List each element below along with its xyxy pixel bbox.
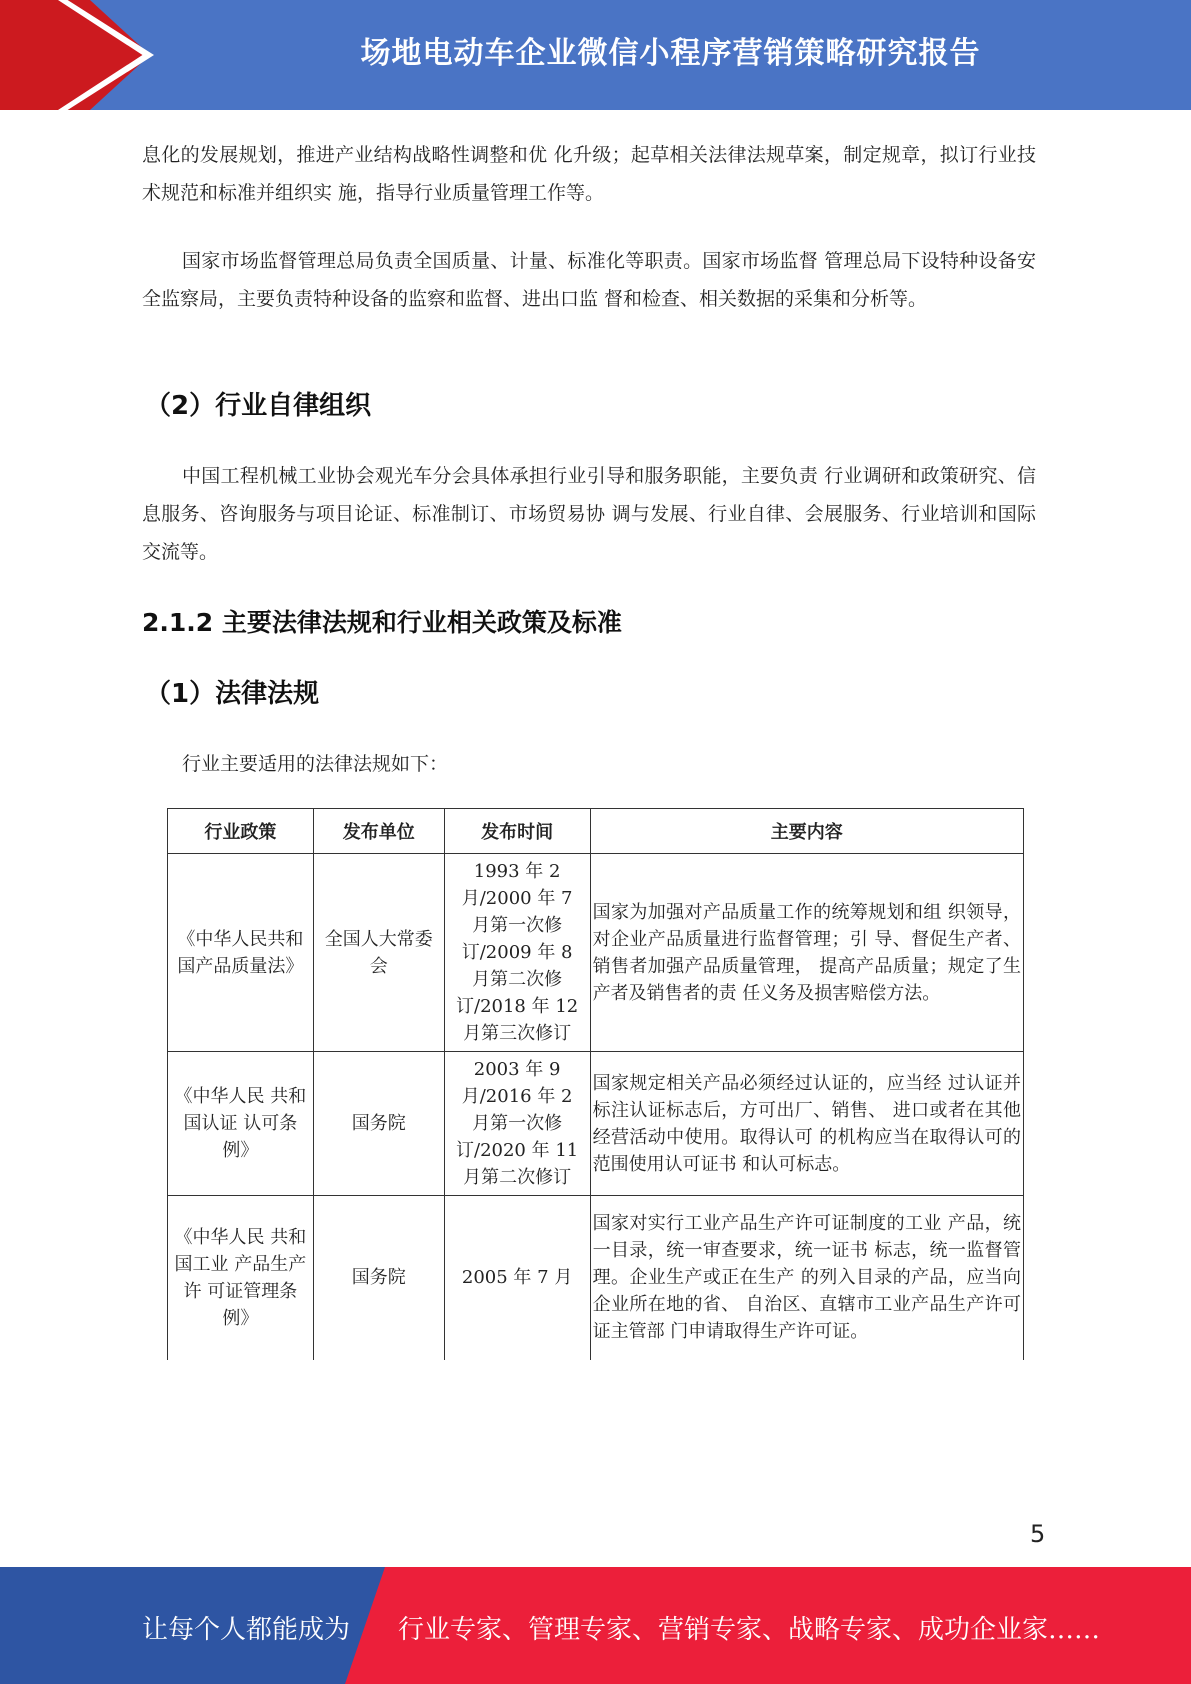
- paragraph-association: 中国工程机械工业协会观光车分会具体承担行业引导和服务职能，主要负责 行业调研和政策研究、信息服务、咨询服务与项目论证、标准制订、市场贸易协 调与发展、行业自律、会展服务、行业培训和国际交流等。: [142, 465, 1036, 563]
- paragraph-planning: 息化的发展规划，推进产业结构战略性调整和优 化升级；起草相关法律法规草案，制定规章，拟订行业技术规范和标准并组织实 施，指导行业质量管理工作等。: [142, 144, 1036, 204]
- page-footer: [0, 1567, 1191, 1684]
- cell-date: 1993 年 2 月/2000 年 7 月第一次修订/2009 年 8 月第二次修订/2018 年 12 月第三次修订: [444, 854, 590, 1052]
- footer-slogan-right: 行业专家、管理专家、营销专家、战略专家、成功企业家……: [398, 1615, 1101, 1645]
- footer-slogan-left: 让每个人都能成为: [142, 1615, 351, 1645]
- cell-content: 国家为加强对产品质量工作的统筹规划和组 织领导，对企业产品质量进行监督管理；引 导、督促生产者、销售者加强产品质量管理， 提高产品质量；规定了生产者及销售者的责 任义务及损害赔偿方法。: [590, 854, 1023, 1052]
- cell-issuer: 全国人大常委会: [313, 854, 444, 1052]
- header-issuer: 发布单位: [313, 809, 444, 854]
- cell-policy: 《中华人民共和国产品质量法》: [168, 854, 314, 1052]
- section-heading-2-1-2: 2.1.2 主要法律法规和行业相关政策及标准: [142, 608, 622, 637]
- heading-self-regulation: （2）行业自律组织: [145, 391, 372, 421]
- paragraph-market-supervision: 国家市场监督管理总局负责全国质量、计量、标准化等职责。国家市场监督 管理总局下设特种设备安全监察局，主要负责特种设备的监察和监督、进出口监 督和检查、相关数据的采集和分析等。: [142, 250, 1036, 310]
- heading-laws: （1）法律法规: [145, 679, 320, 709]
- table-row: [168, 1196, 1024, 1360]
- header-content: 主要内容: [590, 809, 1023, 854]
- page-number: 5: [1030, 1520, 1046, 1548]
- cell-date: 2003 年 9 月/2016 年 2 月第一次修订/2020 年 11 月第二次修订: [444, 1052, 590, 1196]
- report-title: 场地电动车企业微信小程序营销策略研究报告: [360, 36, 981, 71]
- table-row: [168, 1052, 1024, 1196]
- header-policy: 行业政策: [168, 809, 314, 854]
- cell-issuer: 国务院: [313, 1052, 444, 1196]
- paragraph-laws-intro: 行业主要适用的法律法规如下：: [182, 753, 449, 775]
- cell-issuer: 国务院: [313, 1196, 444, 1360]
- page-header: [0, 0, 1191, 110]
- cell-content: 国家对实行工业产品生产许可证制度的工业 产品，统一目录，统一审查要求，统一证书 标志，统一监督管理。企业生产或正在生产 的列入目录的产品，应当向企业所在地的省、 自治区、直辖市工业产品生产许可证主管部 门申请取得生产许可证。: [590, 1196, 1023, 1360]
- cell-content: 国家规定相关产品必须经过认证的，应当经 过认证并标注认证标志后，方可出厂、销售、 进口或者在其他经营活动中使用。取得认可 的机构应当在取得认可的范围使用认可证书 和认可标志。: [590, 1052, 1023, 1196]
- cell-date: 2005 年 7 月: [444, 1196, 590, 1360]
- cell-policy: 《中华人民 共和国认证 认可条例》: [168, 1052, 314, 1196]
- table-header-row: [168, 809, 1024, 854]
- cell-policy: 《中华人民 共和国工业 产品生产许 可证管理条 例》: [168, 1196, 314, 1360]
- table-row: [168, 854, 1024, 1052]
- laws-table: [167, 808, 1024, 1360]
- header-date: 发布时间: [444, 809, 590, 854]
